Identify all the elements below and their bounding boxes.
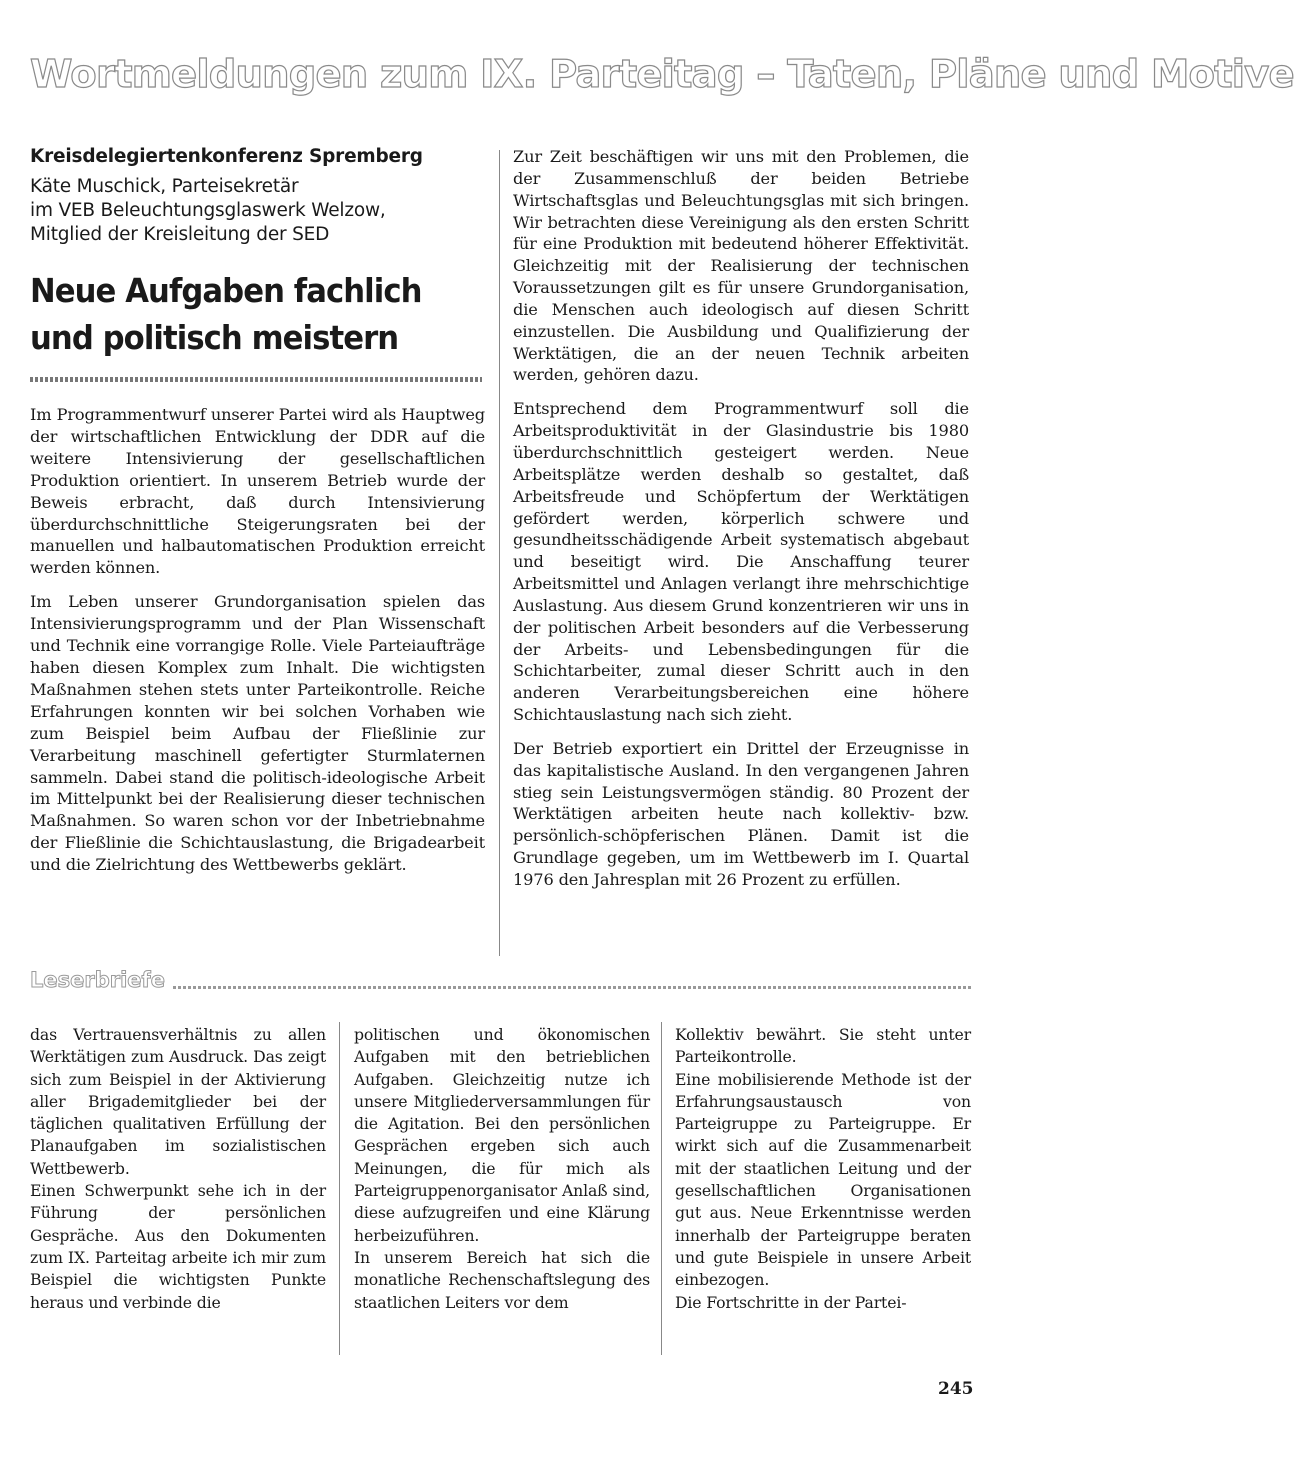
paragraph: Im Programmentwurf unserer Partei wird als Hauptweg der wirtschaftlichen Entwicklung der DDR auf die weitere Intensivierung der gesellschaftlichen Produktion orientiert. In unserem Betrieb wurde der Beweis erbracht, daß durch Intensivierung überdurchschnittliche Steigerungsraten bei der manuellen und halbautomatischen Produktion erreicht werden können. — [30, 405, 485, 578]
column-divider — [661, 1022, 662, 1355]
paragraph: Einen Schwerpunkt sehe ich in der Führung der persönlichen Gespräche. Aus den Dokumenten zum IX. Parteitag arbeite ich mir zum Beispiel die wichtigsten Punkte heraus und verbinde die — [30, 1181, 326, 1312]
paragraph: politischen und ökonomischen Aufgaben mit den betrieblichen Aufgaben. Gleichzeitig nutze ich unsere Mitgliederversammlungen für die Agitation. Bei den persönlichen Gesprächen ergeben sich auch Meinungen, die für mich als Parteigruppenorganisator Anlaß sind, diese aufzugreifen und eine Klärung herbeizuführen. — [354, 1025, 650, 1245]
series-banner: Wortmeldungen zum IX. Parteitag – Taten, Pläne und Motive — [30, 52, 1294, 97]
paragraph: Die Fortschritte in der Partei- — [675, 1292, 907, 1312]
headline-rule — [30, 377, 482, 382]
column-divider — [339, 1022, 340, 1355]
author-line: im VEB Beleuchtungsglaswerk Welzow, — [30, 200, 386, 221]
paragraph: Im Leben unserer Grundorganisation spielen das Intensivierungsprogramm und der Plan Wissenschaft und Technik eine vorrangige Rolle. Viele Parteiaufträge haben diesen Komplex zum Inhalt. Die wichtigsten Maßnahmen stehen stets unter Parteikontrolle. Reiche Erfahrungen konnten wir bei solchen Vorhaben wie zum Beispiel beim Aufbau der Fließlinie zur Verarbeitung maschinell gefertigter Sturmlaternen sammeln. Dabei stand die politisch-ideologische Arbeit im Mittelpunkt bei der Realisierung dieser technischen Maßnahmen. So waren schon vor der Inbetriebnahme der Fließlinie die Schichtauslastung, die Brigadearbeit und die Zielrichtung des Wettbewerbs geklärt. — [30, 592, 485, 875]
letters-column-2 — [354, 1024, 650, 1314]
column-divider — [499, 150, 500, 956]
author-line: Käte Muschick, Parteisekretär — [30, 176, 299, 197]
letters-column-1 — [30, 1024, 326, 1314]
article-headline — [30, 267, 453, 361]
page-number: 245 — [938, 1379, 974, 1399]
letters-column-3 — [675, 1024, 971, 1314]
paragraph: Kollektiv bewährt. Sie steht unter Parteikontrolle. — [675, 1025, 971, 1067]
paragraph: Entsprechend dem Programmentwurf soll die Arbeitsproduktivität in der Glasindustrie bis 1980 überdurchschnittlich gesteigert werden. Neue Arbeitsplätze werden deshalb so gestaltet, daß Arbeitsfreude und Schöpfertum der Werktätigen gefördert werden, körperlich schwere und gesundheitsschädigende Arbeit systematisch abgebaut und beseitigt wird. Die Anschaffung teurer Arbeitsmittel und Anlagen verlangt ihre mehrschichtige Auslastung. Aus diesem Grund konzentrieren wir uns in der politischen Arbeit besonders auf die Verbesserung der Arbeits- und Lebensbedingungen für die Schichtarbeiter, zumal dieser Schritt auch in den anderen Verarbeitungsbereichen eine höhere Schichtauslastung nach sich zieht. — [513, 399, 969, 725]
headline-line: und politisch meistern — [30, 318, 399, 357]
paragraph: Der Betrieb exportiert ein Drittel der Erzeugnisse in das kapitalistische Ausland. In den vergangenen Jahren stieg sein Leistungsvermögen ständig. 80 Prozent der Werktätigen arbeiten heute nach kollektiv- bzw. persönlich-schöpferischen Plänen. Damit ist die Grundlage gegeben, um im Wettbewerb im I. Quartal 1976 den Jahresplan mit 26 Prozent zu erfüllen. — [513, 738, 969, 889]
article-right-column — [513, 146, 969, 903]
paragraph: Eine mobilisierende Methode ist der Erfahrungsaustausch von Parteigruppe zu Parteigruppe. Er wirkt sich auf die Zusammenarbeit mit der staatlichen Leitung und der gesellschaftlichen Organisationen gut aus. Neue Erkenntnisse werden innerhalb der Parteigruppe beraten und gute Beispiele in unsere Arbeit einbezogen. — [675, 1069, 971, 1290]
letters-section-header — [30, 968, 972, 998]
paragraph: das Vertrauensverhältnis zu allen Werktätigen zum Ausdruck. Das zeigt sich zum Beispiel in der Aktivierung aller Brigademitglieder bei der täglichen qualitativen Erfüllung der Planaufgaben im sozialistischen Wettbewerb. — [30, 1025, 326, 1178]
author-line: Mitglied der Kreisleitung der SED — [30, 224, 330, 245]
section-rule — [173, 986, 972, 989]
conference-name: Kreisdelegiertenkonferenz Spremberg — [30, 146, 423, 167]
paragraph: In unserem Bereich hat sich die monatliche Rechenschaftslegung des staatlichen Leiters vor dem — [354, 1247, 650, 1312]
headline-line: Neue Aufgaben fachlich — [30, 271, 422, 310]
paragraph: Zur Zeit beschäftigen wir uns mit den Problemen, die der Zusammenschluß der beiden Betriebe Wirtschaftsglas und Beleuchtungsglas mit sich bringen. Wir betrachten diese Vereinigung als den ersten Schritt für eine Produktion mit bedeutend höherer Effektivität. Gleichzeitig mit der Realisierung der technischen Voraussetzungen gilt es für unsere Grundorganisation, die Menschen auch ideologisch auf diesen Schritt einzustellen. Die Ausbildung und Qualifizierung der Werktätigen, die an der neuen Technik arbeiten werden, gehören dazu. — [513, 147, 969, 385]
section-label: Leserbriefe — [30, 968, 165, 992]
article-left-column — [30, 146, 485, 888]
